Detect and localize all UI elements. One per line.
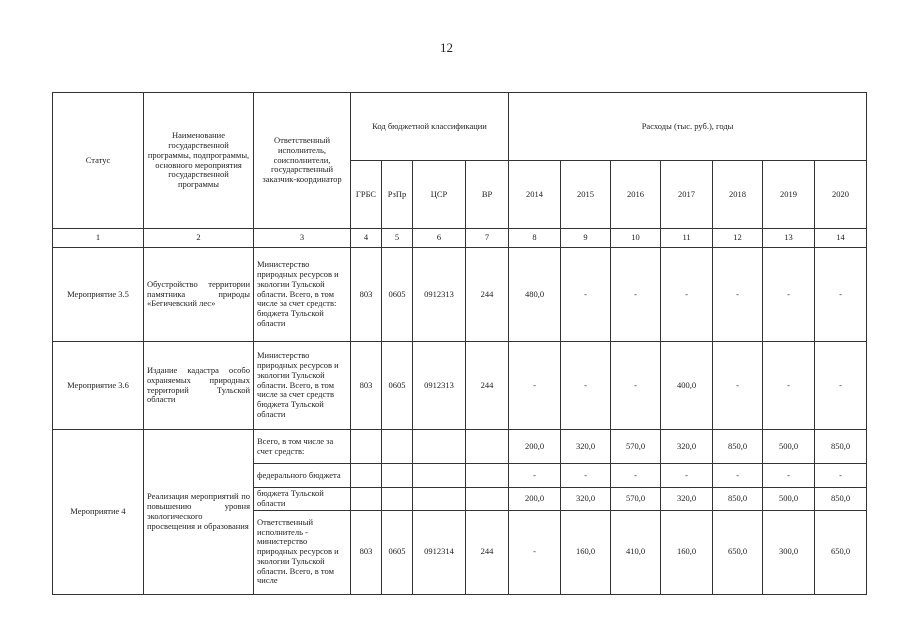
header-status: Статус xyxy=(53,93,144,229)
column-number: 14 xyxy=(815,229,867,248)
row-executor: Всего, в том числе за счет средств: xyxy=(254,430,351,464)
row-value: 480,0 xyxy=(509,248,561,342)
header-year-2014: 2014 xyxy=(509,161,561,229)
header-year-2019: 2019 xyxy=(763,161,815,229)
header-code-3: ВР xyxy=(466,161,509,229)
row-value: - xyxy=(561,342,611,430)
row-status: Мероприятие 3.5 xyxy=(53,248,144,342)
row-code xyxy=(413,430,466,464)
row-code xyxy=(382,430,413,464)
row-code: 244 xyxy=(466,342,509,430)
row-value: 320,0 xyxy=(661,430,713,464)
row-value: - xyxy=(661,464,713,488)
row-value: 650,0 xyxy=(713,510,763,594)
row-value: - xyxy=(713,248,763,342)
row-code: 0912314 xyxy=(413,510,466,594)
row-value: 570,0 xyxy=(611,430,661,464)
row-code: 0912313 xyxy=(413,248,466,342)
header-year-2018: 2018 xyxy=(713,161,763,229)
row-code xyxy=(382,464,413,488)
row-executor: Министерство природных ресурсов и экологии Тульской области. Всего, в том числе за счет средств: бюджета Тульской области xyxy=(254,248,351,342)
row-executor: бюджета Тульской области xyxy=(254,488,351,511)
table-row xyxy=(53,248,867,342)
row-value: 500,0 xyxy=(763,488,815,511)
table-row xyxy=(53,430,867,464)
row-code: 0605 xyxy=(382,342,413,430)
row-value: - xyxy=(509,464,561,488)
header-code-2: ЦСР xyxy=(413,161,466,229)
row-value: 320,0 xyxy=(661,488,713,511)
row-value: 850,0 xyxy=(815,488,867,511)
header-executor: Ответственный исполнитель, соисполнители, государственный заказчик-координатор xyxy=(254,93,351,229)
row-value: - xyxy=(509,510,561,594)
column-number: 8 xyxy=(509,229,561,248)
row-value: - xyxy=(713,342,763,430)
table-row xyxy=(53,342,867,430)
row-value: - xyxy=(713,464,763,488)
row-value: - xyxy=(661,248,713,342)
row-value: - xyxy=(611,342,661,430)
row-code: 803 xyxy=(351,342,382,430)
column-number: 9 xyxy=(561,229,611,248)
row-value: 200,0 xyxy=(509,430,561,464)
row-value: - xyxy=(815,464,867,488)
row-value: 850,0 xyxy=(713,430,763,464)
row-name: Издание кадастра особо охраняемых природных территорий Тульской области xyxy=(144,342,254,430)
row-value: 850,0 xyxy=(713,488,763,511)
column-number: 10 xyxy=(611,229,661,248)
row-value: - xyxy=(611,464,661,488)
header-year-2017: 2017 xyxy=(661,161,713,229)
row-code xyxy=(413,464,466,488)
row-status: Мероприятие 4 xyxy=(53,430,144,595)
row-code xyxy=(382,488,413,511)
header-budget-code: Код бюджетной классификации xyxy=(351,93,509,161)
header-code-1: РзПр xyxy=(382,161,413,229)
row-status: Мероприятие 3.6 xyxy=(53,342,144,430)
column-number: 3 xyxy=(254,229,351,248)
column-number: 11 xyxy=(661,229,713,248)
row-value: - xyxy=(815,248,867,342)
row-value: 320,0 xyxy=(561,430,611,464)
row-value: 160,0 xyxy=(561,510,611,594)
column-number: 13 xyxy=(763,229,815,248)
row-value: 200,0 xyxy=(509,488,561,511)
row-value: 400,0 xyxy=(661,342,713,430)
header-year-2016: 2016 xyxy=(611,161,661,229)
column-number: 6 xyxy=(413,229,466,248)
row-value: - xyxy=(509,342,561,430)
row-value: 850,0 xyxy=(815,430,867,464)
row-value: - xyxy=(561,248,611,342)
row-code xyxy=(413,488,466,511)
row-value: 410,0 xyxy=(611,510,661,594)
column-number: 7 xyxy=(466,229,509,248)
row-code: 244 xyxy=(466,510,509,594)
row-value: 300,0 xyxy=(763,510,815,594)
row-name: Обустройство территории памятника природы «Бегичевский лес» xyxy=(144,248,254,342)
row-value: - xyxy=(561,464,611,488)
row-name: Реализация мероприятий по повышению уровня экологического просвещения и образования xyxy=(144,430,254,595)
header-name: Наименование государственной программы, подпрограммы, основного мероприятия государственной программы xyxy=(144,93,254,229)
column-number: 12 xyxy=(713,229,763,248)
row-code: 803 xyxy=(351,510,382,594)
column-number: 4 xyxy=(351,229,382,248)
row-code xyxy=(351,464,382,488)
row-code xyxy=(466,464,509,488)
header-year-2020: 2020 xyxy=(815,161,867,229)
row-code: 0912313 xyxy=(413,342,466,430)
row-code xyxy=(466,488,509,511)
row-value: 160,0 xyxy=(661,510,713,594)
row-value: 500,0 xyxy=(763,430,815,464)
row-value: - xyxy=(763,342,815,430)
header-code-0: ГРБС xyxy=(351,161,382,229)
column-number: 2 xyxy=(144,229,254,248)
row-code xyxy=(466,430,509,464)
row-code: 0605 xyxy=(382,248,413,342)
row-value: 650,0 xyxy=(815,510,867,594)
row-value: - xyxy=(815,342,867,430)
row-code: 803 xyxy=(351,248,382,342)
budget-table xyxy=(52,92,867,595)
row-value: - xyxy=(763,464,815,488)
row-executor: Министерство природных ресурсов и экологии Тульской области. Всего, в том числе за счет средств бюджета Тульской области xyxy=(254,342,351,430)
page-number: 12 xyxy=(440,40,453,55)
row-code: 0605 xyxy=(382,510,413,594)
header-year-2015: 2015 xyxy=(561,161,611,229)
row-code: 244 xyxy=(466,248,509,342)
header-expenses: Расходы (тыс. руб.), годы xyxy=(509,93,867,161)
row-value: 320,0 xyxy=(561,488,611,511)
row-value: 570,0 xyxy=(611,488,661,511)
row-executor: Ответственный исполнитель - министерство природных ресурсов и экологии Тульской области. Всего, в том числе xyxy=(254,510,351,594)
row-value: - xyxy=(611,248,661,342)
row-value: - xyxy=(763,248,815,342)
row-code xyxy=(351,488,382,511)
row-executor: федерального бюджета xyxy=(254,464,351,488)
column-number: 5 xyxy=(382,229,413,248)
column-number: 1 xyxy=(53,229,144,248)
row-code xyxy=(351,430,382,464)
